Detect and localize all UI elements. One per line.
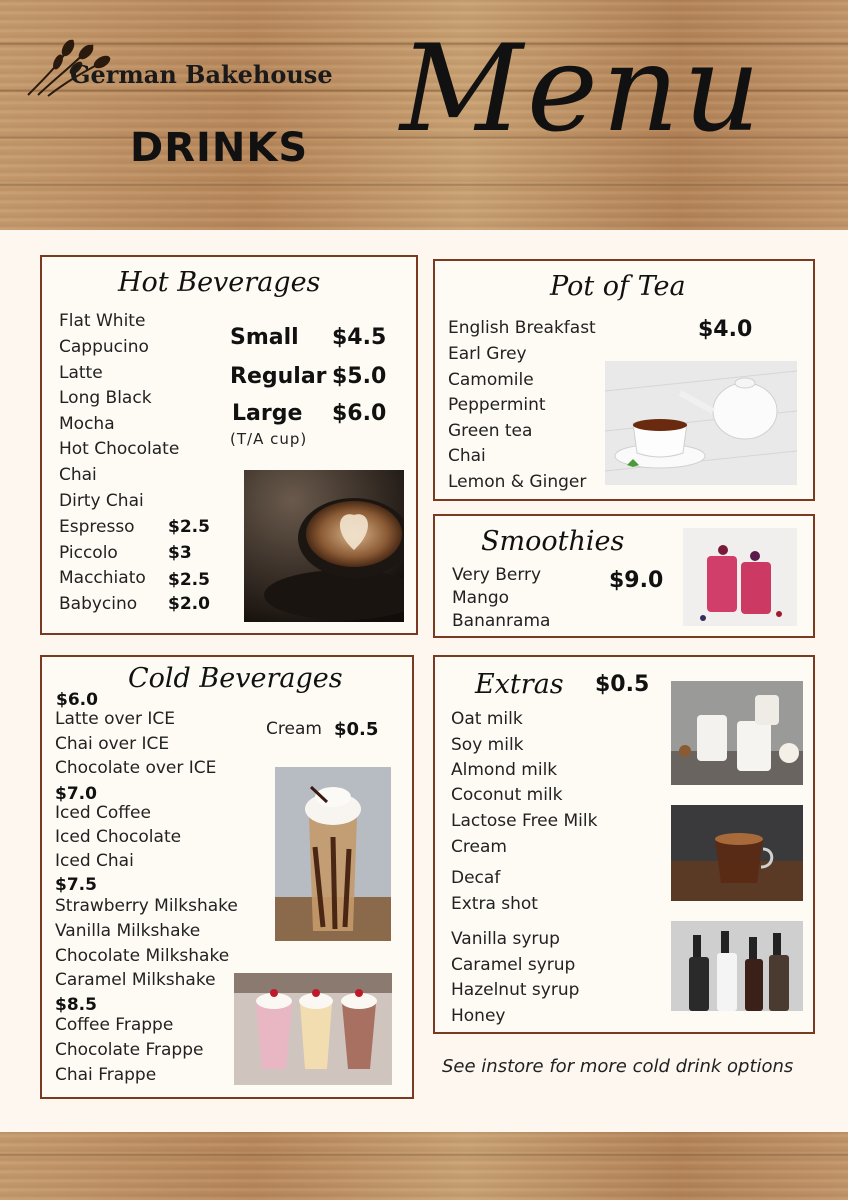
menu-item: Camomile	[448, 370, 534, 390]
espresso-photo	[671, 805, 803, 901]
footer-wood-banner	[0, 1132, 848, 1200]
menu-item: Chai	[448, 446, 486, 466]
size-label: Large	[232, 401, 303, 426]
smoothies-section	[433, 514, 815, 638]
menu-item: Strawberry Milkshake	[55, 896, 238, 916]
milkshakes-photo	[234, 973, 392, 1085]
menu-item: Hot Chocolate	[59, 439, 180, 459]
menu-item: Cappucino	[59, 337, 149, 357]
menu-item: Dirty Chai	[59, 491, 144, 511]
menu-item: Caramel syrup	[451, 955, 576, 975]
section-price: $4.0	[698, 317, 753, 342]
size-label: Small	[230, 325, 299, 350]
item-price: $2.5	[168, 570, 210, 590]
size-label: Regular	[230, 364, 327, 389]
menu-item: Mocha	[59, 414, 115, 434]
menu-item: Cream	[451, 837, 507, 857]
section-title: Smoothies	[481, 526, 625, 557]
syrup-bottles-photo	[671, 921, 803, 1011]
footer-note: See instore for more cold drink options	[442, 1056, 794, 1077]
menu-item: Babycino	[59, 594, 138, 614]
menu-script-title: Menu	[400, 20, 765, 159]
latte-art-photo	[244, 470, 404, 622]
menu-item: Earl Grey	[448, 344, 527, 364]
menu-item: Almond milk	[451, 760, 558, 780]
menu-item: Chocolate over ICE	[55, 758, 217, 778]
menu-item: Latte	[59, 363, 103, 383]
menu-item: Latte over ICE	[55, 709, 176, 729]
menu-item: Long Black	[59, 388, 152, 408]
menu-item: Piccolo	[59, 543, 118, 563]
header-wood-banner	[0, 0, 848, 230]
menu-item: Oat milk	[451, 709, 523, 729]
menu-item: Iced Chai	[55, 851, 134, 871]
cold-beverages-section	[40, 655, 414, 1099]
menu-item: Decaf	[451, 868, 501, 888]
menu-item: Hazelnut syrup	[451, 980, 580, 1000]
menu-item: Chai	[59, 465, 97, 485]
menu-item: Chocolate Frappe	[55, 1040, 204, 1060]
brand-name: German Bakehouse	[70, 60, 333, 89]
menu-item: Vanilla syrup	[451, 929, 560, 949]
menu-item: Flat White	[59, 311, 146, 331]
menu-item: Chai over ICE	[55, 734, 170, 754]
menu-item: Green tea	[448, 421, 533, 441]
page-title: DRINKS	[130, 125, 309, 171]
section-title: Cold Beverages	[128, 663, 343, 694]
item-price: $2.5	[168, 517, 210, 537]
item-price: $2.0	[168, 594, 210, 614]
menu-item: Bananrama	[452, 611, 551, 631]
size-note: (T/A cup)	[230, 430, 308, 448]
menu-item: Honey	[451, 1006, 506, 1026]
menu-item: Coconut milk	[451, 785, 563, 805]
teapot-photo	[605, 361, 797, 485]
group-price: $8.5	[55, 995, 97, 1015]
size-price: $6.0	[332, 401, 387, 426]
menu-item: Soy milk	[451, 735, 524, 755]
size-price: $5.0	[332, 364, 387, 389]
item-price: $3	[168, 543, 192, 563]
menu-item: Coffee Frappe	[55, 1015, 174, 1035]
menu-item: Vanilla Milkshake	[55, 921, 201, 941]
menu-item: Iced Chocolate	[55, 827, 182, 847]
section-title: Extras	[475, 669, 564, 700]
hot-beverages-section	[40, 255, 418, 635]
pot-of-tea-section	[433, 259, 815, 501]
menu-item: Lemon & Ginger	[448, 472, 587, 492]
group-price: $7.0	[55, 784, 97, 804]
section-price: $0.5	[595, 672, 650, 697]
menu-item: Chocolate Milkshake	[55, 946, 230, 966]
menu-item: Chai Frappe	[55, 1065, 157, 1085]
menu-item: Macchiato	[59, 568, 146, 588]
section-title: Hot Beverages	[118, 267, 321, 298]
menu-item: Mango	[452, 588, 510, 608]
cream-price: $0.5	[334, 719, 379, 740]
menu-item: English Breakfast	[448, 318, 596, 338]
group-price: $7.5	[55, 875, 97, 895]
plant-milk-photo	[671, 681, 803, 785]
extras-section	[433, 655, 815, 1034]
menu-item: Espresso	[59, 517, 135, 537]
smoothie-photo	[683, 528, 797, 626]
iced-coffee-photo	[275, 767, 391, 941]
section-title: Pot of Tea	[550, 271, 686, 302]
cream-label: Cream	[266, 719, 322, 739]
section-price: $9.0	[609, 568, 664, 593]
size-price: $4.5	[332, 325, 387, 350]
menu-item: Lactose Free Milk	[451, 811, 598, 831]
group-price: $6.0	[56, 690, 98, 710]
menu-item: Extra shot	[451, 894, 538, 914]
menu-item: Very Berry	[452, 565, 542, 585]
menu-item: Iced Coffee	[55, 803, 151, 823]
menu-item: Caramel Milkshake	[55, 970, 216, 990]
menu-item: Peppermint	[448, 395, 546, 415]
